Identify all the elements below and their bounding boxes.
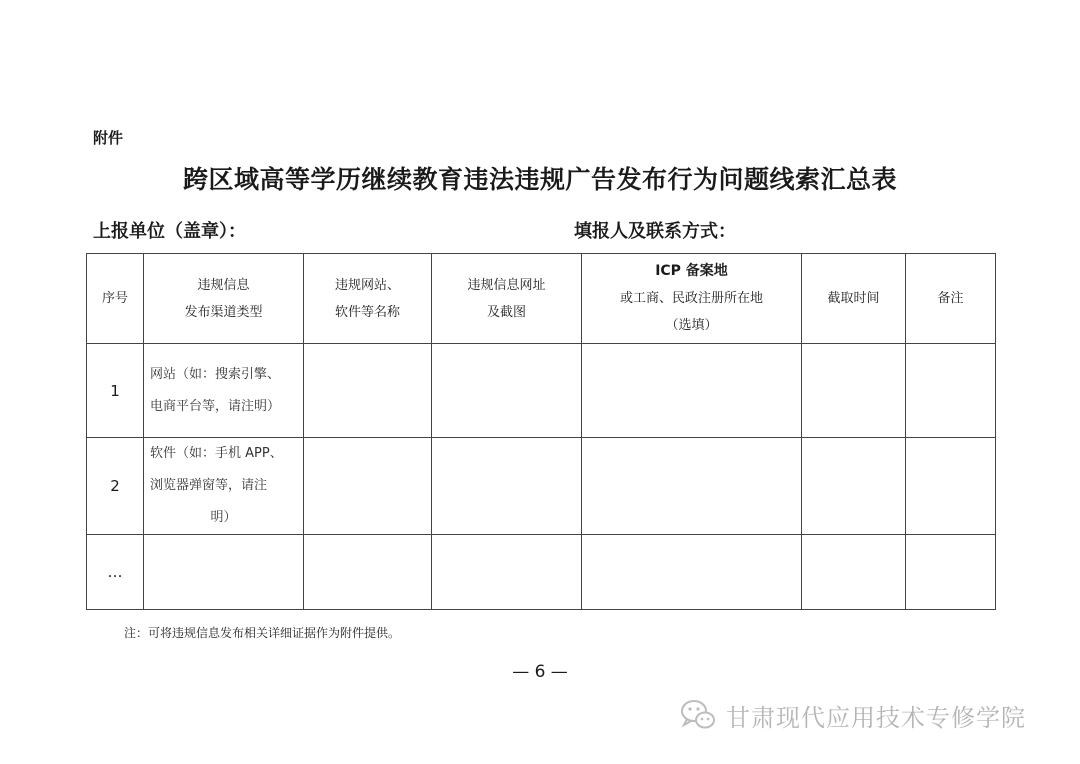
document-title: 跨区域高等学历继续教育违法违规广告发布行为问题线索汇总表 bbox=[182, 165, 897, 194]
header-index: 序号 bbox=[87, 254, 144, 344]
report-unit-label: 上报单位（盖章）： bbox=[93, 221, 246, 242]
table-row bbox=[87, 535, 996, 610]
attachment-label: 附件 bbox=[93, 129, 124, 147]
header-channel-type: 违规信息 发布渠道类型 bbox=[144, 254, 304, 344]
row-channel-type[interactable] bbox=[144, 535, 304, 610]
cell-capture-time[interactable] bbox=[802, 344, 906, 438]
cell-capture-time[interactable] bbox=[802, 535, 906, 610]
row-index: 2 bbox=[87, 438, 144, 535]
cell-site-name[interactable] bbox=[304, 535, 432, 610]
cell-capture-time[interactable] bbox=[802, 438, 906, 535]
watermark-text: 甘肃现代应用技术专修学院 bbox=[726, 703, 1026, 732]
cell-remarks[interactable] bbox=[906, 535, 996, 610]
cell-location[interactable] bbox=[582, 438, 802, 535]
footnote: 注：可将违规信息发布相关详细证据作为附件提供。 bbox=[124, 626, 401, 640]
cell-location[interactable] bbox=[582, 344, 802, 438]
header-url-screenshot: 违规信息网址 及截图 bbox=[432, 254, 582, 344]
header-capture-time: 截取时间 bbox=[802, 254, 906, 344]
table-row bbox=[87, 438, 996, 535]
header-registration-location: ICP 备案地 或工商、民政注册所在地 （选填） bbox=[582, 254, 802, 344]
watermark bbox=[678, 695, 1026, 735]
cell-url[interactable] bbox=[432, 535, 582, 610]
row-index: 1 bbox=[87, 344, 144, 438]
cell-location[interactable] bbox=[582, 535, 802, 610]
row-index: … bbox=[87, 535, 144, 610]
row-channel-type: 网站（如：搜索引擎、 电商平台等，请注明） bbox=[144, 344, 304, 438]
filler-contact-label: 填报人及联系方式： bbox=[574, 221, 736, 242]
table-header-row bbox=[87, 254, 996, 344]
header-remarks: 备注 bbox=[906, 254, 996, 344]
row-channel-type: 软件（如：手机 APP、 浏览器弹窗等，请注 明） bbox=[144, 438, 304, 535]
page-number: — 6 — bbox=[512, 662, 568, 682]
cell-url[interactable] bbox=[432, 438, 582, 535]
clue-summary-table bbox=[86, 253, 996, 610]
cell-remarks[interactable] bbox=[906, 344, 996, 438]
cell-site-name[interactable] bbox=[304, 438, 432, 535]
cell-remarks[interactable] bbox=[906, 438, 996, 535]
cell-site-name[interactable] bbox=[304, 344, 432, 438]
cell-url[interactable] bbox=[432, 344, 582, 438]
table-row bbox=[87, 344, 996, 438]
wechat-icon bbox=[678, 695, 718, 735]
header-site-name: 违规网站、 软件等名称 bbox=[304, 254, 432, 344]
